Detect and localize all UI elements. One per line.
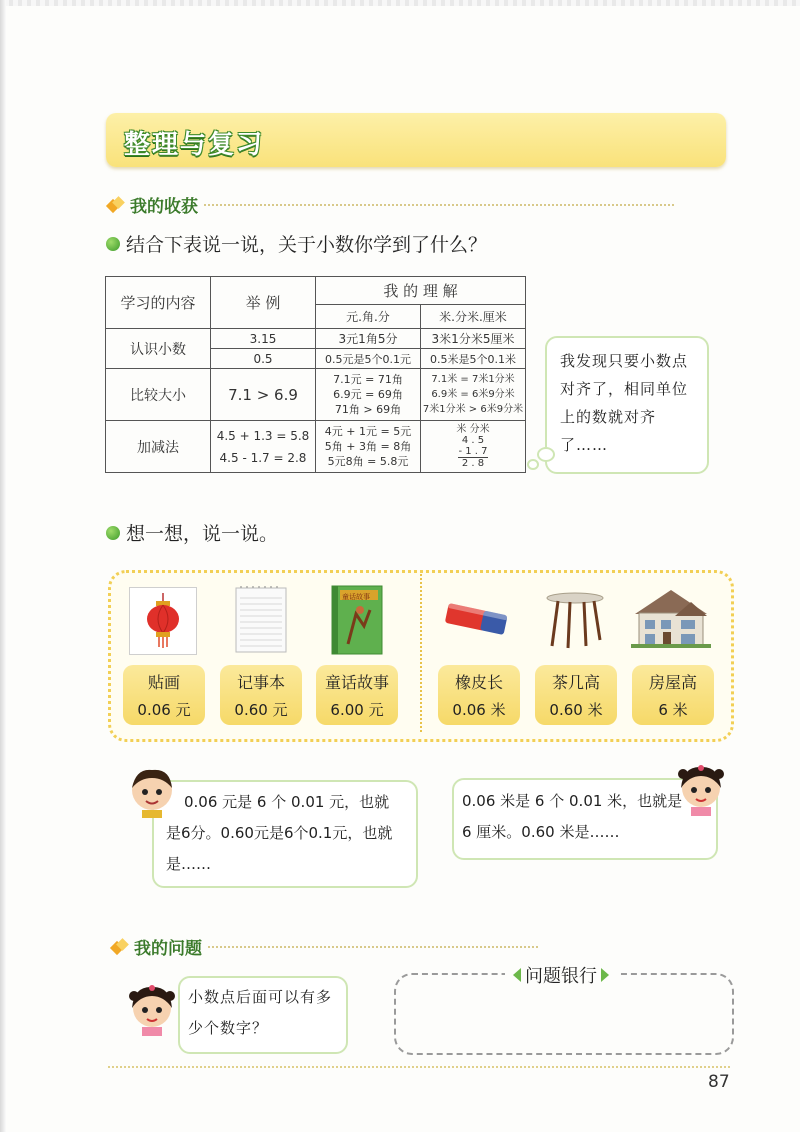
section-divider — [204, 204, 674, 206]
section-header-gain — [108, 192, 674, 217]
item-name: 茶几高 — [551, 673, 600, 692]
boy-icon — [128, 766, 176, 818]
item-name: 橡皮长 — [454, 673, 503, 692]
example-line: 4.5 + 1.3 = 5.8 — [216, 428, 310, 443]
money-line: 6.9元 = 69角 — [333, 388, 403, 401]
item-tag — [316, 665, 398, 725]
money-line: 4元 + 1元 = 5元 — [324, 425, 412, 438]
lantern-icon — [143, 593, 183, 649]
table-header-example: 举 例 — [211, 277, 316, 329]
thought-bubble-tail — [527, 459, 539, 470]
length-line: 6.9米 = 6米9分米 — [431, 389, 515, 400]
table-subheader-money: 元.角.分 — [316, 305, 421, 329]
eraser-image — [441, 597, 511, 643]
question-bank-title: 问题银行 — [525, 966, 597, 987]
vertical-calc-line: 4 . 5 — [461, 435, 485, 446]
vertical-calc-line: 2 . 8 — [461, 458, 485, 469]
table-cell-length: 0.5米是5个0.1米 — [421, 349, 526, 369]
eraser-icon — [442, 599, 510, 641]
question-bank-header — [505, 962, 617, 988]
prompt-summary-text: 结合下表说一说，关于小数你学到了什么？ — [126, 234, 488, 256]
section-divider — [208, 946, 538, 948]
prompt-think-text: 想一想，说一说。 — [126, 523, 279, 545]
question-speech-text: 小数点后面可以有多少个数字？ — [188, 988, 333, 1037]
diamond-icon — [112, 940, 128, 954]
table-cell-money — [316, 421, 421, 473]
house-image — [631, 585, 711, 649]
item-name: 童话故事 — [324, 673, 389, 692]
notebook-icon — [235, 586, 287, 654]
item-tag — [220, 665, 302, 725]
item-tag — [123, 665, 205, 725]
table-row-name: 认识小数 — [106, 329, 211, 369]
example-line: 4.5 - 1.7 = 2.8 — [219, 450, 307, 465]
chapter-title: 整理与复习 — [124, 130, 265, 160]
table-header-understanding: 我 的 理 解 — [316, 277, 526, 305]
tea-table-icon — [542, 590, 608, 650]
girl-icon — [677, 762, 725, 816]
girl-icon — [128, 982, 176, 1036]
table-cell-money: 3元1角5分 — [316, 329, 421, 349]
green-bullet-icon — [106, 237, 120, 251]
item-value: 0.60 元 — [234, 701, 288, 719]
money-line: 5角 + 3角 = 8角 — [324, 440, 412, 453]
item-tag — [632, 665, 714, 725]
boy-speech-text: 0.06 元是 6 个 0.01 元，也就是6分。0.60元是6个0.1元，也就是…… — [166, 793, 393, 873]
green-bullet-icon — [106, 526, 120, 540]
decimal-summary-table — [105, 276, 526, 473]
prompt-think — [106, 519, 278, 546]
lantern-sticker-image — [129, 587, 197, 655]
prompt-summary — [106, 230, 487, 257]
item-tag — [438, 665, 520, 725]
table-subheader-length: 米.分米.厘米 — [421, 305, 526, 329]
money-line: 7.1元 = 71角 — [333, 373, 403, 386]
table-cell-example: 3.15 — [211, 329, 316, 349]
tea-table-image — [542, 590, 608, 650]
table-cell-money: 0.5元是5个0.1元 — [316, 349, 421, 369]
table-cell-example: 7.1 > 6.9 — [211, 369, 316, 421]
money-line: 71角 > 69角 — [334, 403, 402, 416]
vertical-calc-line: - 1 . 7 — [458, 446, 488, 457]
section-label-question: 我的问题 — [134, 939, 202, 959]
boy-avatar — [128, 766, 176, 818]
item-value: 6.00 元 — [330, 701, 384, 719]
thought-bubble-text: 我发现只要小数点对齐了，相同单位上的数就对齐了…… — [560, 352, 689, 454]
length-line: 7.1米 = 7米1分米 — [431, 374, 515, 385]
left-arrow-icon — [513, 968, 521, 982]
table-cell-length: 3米1分米5厘米 — [421, 329, 526, 349]
section-label-gain: 我的收获 — [130, 197, 198, 217]
item-value: 0.06 元 — [137, 701, 191, 719]
page-number: 87 — [708, 1072, 730, 1092]
footer-divider — [108, 1066, 730, 1068]
house-icon — [631, 586, 711, 648]
items-divider — [420, 574, 422, 732]
book-cover-title: 童话故事 — [342, 593, 370, 601]
table-cell-money — [316, 369, 421, 421]
table-row-name: 加减法 — [106, 421, 211, 473]
diamond-icon — [108, 198, 124, 212]
question-girl-avatar — [128, 982, 176, 1034]
section-header-question — [112, 934, 538, 959]
right-arrow-icon — [601, 968, 609, 982]
item-name: 贴画 — [147, 673, 180, 692]
item-value: 0.06 米 — [452, 701, 506, 719]
vertical-calc-line: 米 分米 — [456, 424, 490, 435]
item-name: 记事本 — [236, 673, 285, 692]
notebook-image — [229, 585, 293, 655]
thought-bubble-tail — [537, 447, 555, 462]
item-value: 0.60 米 — [549, 701, 603, 719]
scan-left-edge — [0, 0, 6, 1132]
item-value: 6 米 — [658, 701, 688, 719]
table-row-name: 比较大小 — [106, 369, 211, 421]
table-cell-example — [211, 421, 316, 473]
table-cell-length — [421, 369, 526, 421]
girl-speech-text: 0.06 米是 6 个 0.01 米，也就是 6 厘米。0.60 米是…… — [462, 792, 683, 841]
item-tag — [535, 665, 617, 725]
table-header-content: 学习的内容 — [106, 277, 211, 329]
scan-top-edge — [0, 0, 800, 6]
girl-avatar — [677, 762, 725, 814]
money-line: 5元8角 = 5.8元 — [327, 455, 409, 468]
length-line: 7米1分米 > 6米9分米 — [422, 404, 524, 415]
table-cell-example: 0.5 — [211, 349, 316, 369]
item-name: 房屋高 — [648, 673, 697, 692]
table-cell-length — [421, 421, 526, 473]
